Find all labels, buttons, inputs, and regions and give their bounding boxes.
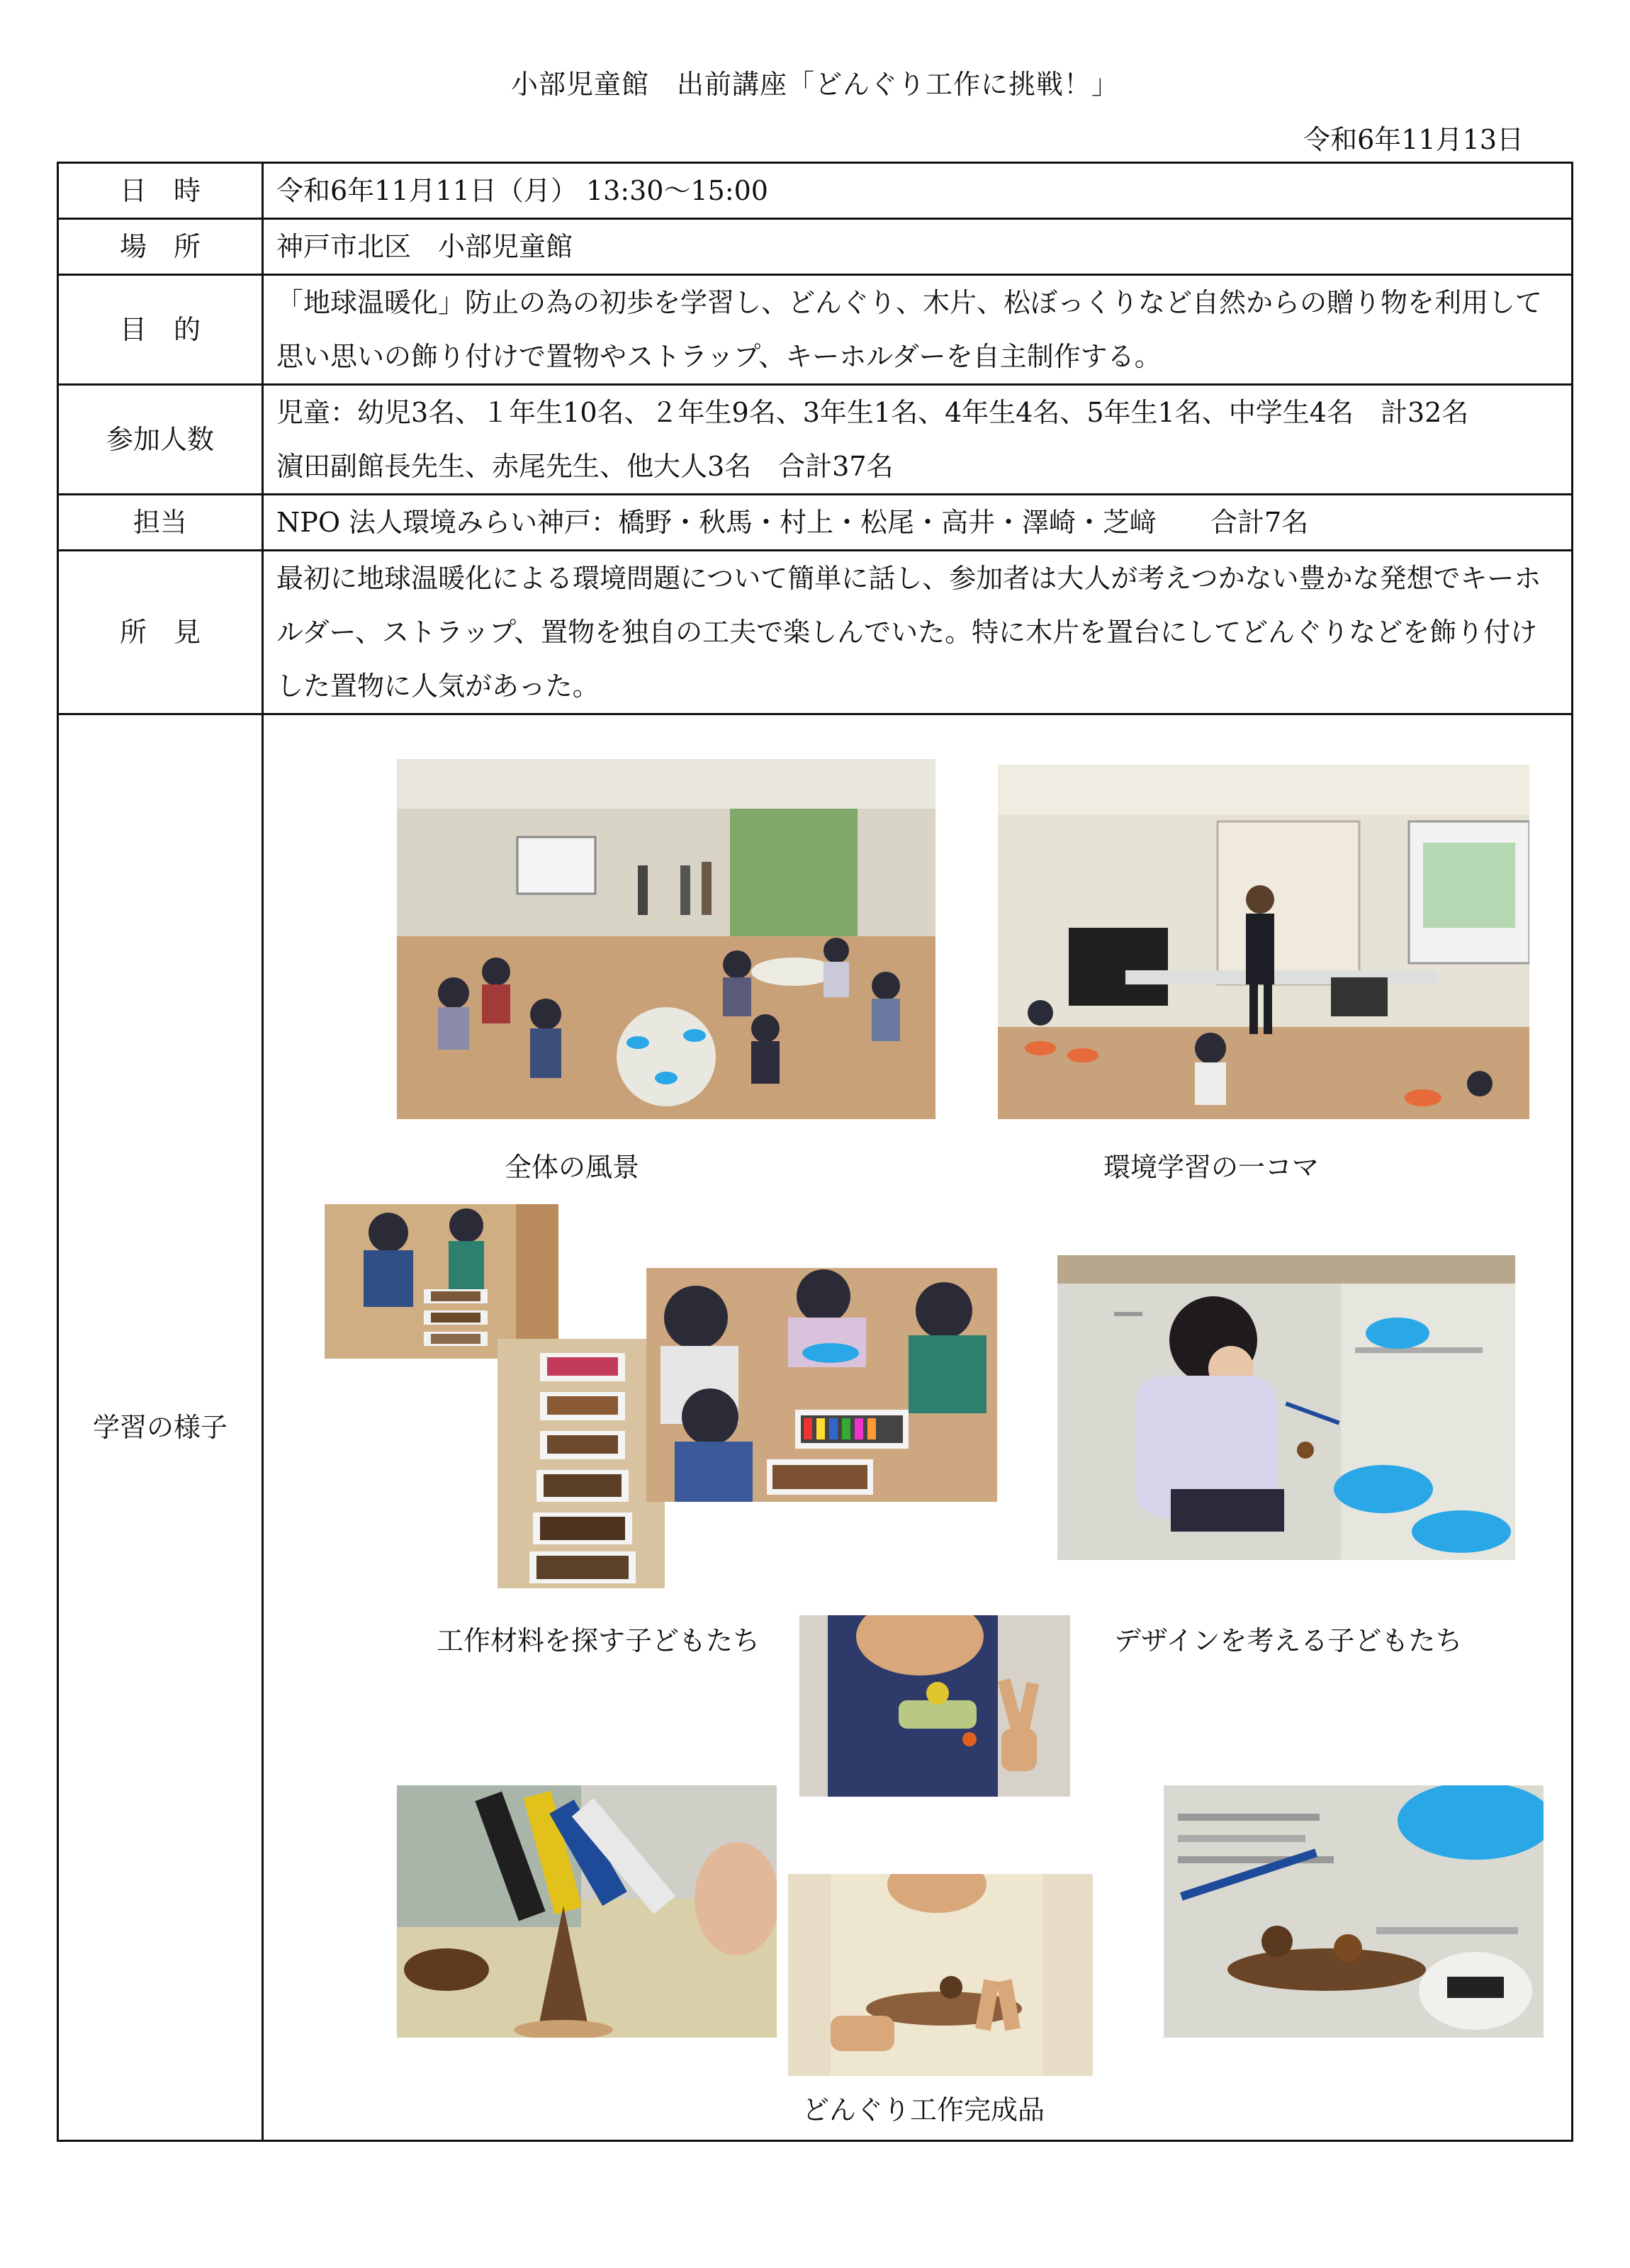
table-row xyxy=(58,163,1573,219)
value-datetime: 令和6年11月11日（月） 13:30〜15:00 xyxy=(263,163,1573,219)
value-staff: NPO 法人環境みらい神戸：橋野・秋馬・村上・松尾・高井・澤崎・芝﨑 合計7名 xyxy=(263,495,1573,551)
label-staff: 担当 xyxy=(58,495,263,551)
report-table xyxy=(57,162,1573,2142)
activity-photos-cell xyxy=(263,714,1573,2141)
document-title: 小部児童館 出前講座「どんぐり工作に挑戦！」 xyxy=(510,69,1119,100)
label-place: 場 所 xyxy=(58,219,263,275)
label-datetime: 日 時 xyxy=(58,163,263,219)
label-activity: 学習の様子 xyxy=(58,714,263,2141)
caption-overview: 全体の風景 xyxy=(505,1152,640,1183)
table-row xyxy=(58,219,1573,275)
photo-env-study xyxy=(998,765,1529,1119)
table-row xyxy=(58,551,1573,714)
photo-materials-1 xyxy=(325,1204,558,1359)
caption-design: デザインを考える子どもたち xyxy=(1114,1625,1463,1656)
document-date: 令和6年11月13日 xyxy=(1303,124,1524,155)
table-row xyxy=(58,385,1573,495)
value-participants xyxy=(263,385,1573,495)
table-row xyxy=(58,275,1573,385)
caption-completed: どんぐり工作完成品 xyxy=(802,2094,1045,2126)
participants-adults: 濵田副館長先生、赤尾先生、他大人3名 合計37名 xyxy=(276,451,894,482)
photo-pinecone-craft xyxy=(397,1785,777,2038)
caption-env-study: 環境学習の一コマ xyxy=(1103,1152,1320,1183)
photo-completed-display xyxy=(1164,1785,1544,2038)
photo-design xyxy=(1057,1255,1515,1560)
label-findings: 所 見 xyxy=(58,551,263,714)
table-row xyxy=(58,495,1573,551)
photo-materials-2 xyxy=(498,1339,665,1588)
caption-materials: 工作材料を探す子どもたち xyxy=(437,1625,760,1656)
value-place: 神戸市北区 小部児童館 xyxy=(263,219,1573,275)
photo-materials-3 xyxy=(646,1268,997,1502)
label-purpose: 目 的 xyxy=(58,275,263,385)
photo-area xyxy=(264,715,1571,2140)
value-purpose: 「地球温暖化」防止の為の初歩を学習し、どんぐり、木片、松ぼっくりなど自然からの贈り物を利用して思い思いの飾り付けで置物やストラップ、キーホルダーを自主制作する。 xyxy=(263,275,1573,385)
table-row xyxy=(58,714,1573,2141)
photo-child-peace xyxy=(799,1615,1070,1797)
photo-overall-scene xyxy=(397,759,935,1119)
value-findings: 最初に地球温暖化による環境問題について簡単に話し、参加者は大人が考えつかない豊かな発想でキーホルダー、ストラップ、置物を独自の工夫で楽しんでいた。特に木片を置台にしてどんぐりなどを飾り付けした置物に人気があった。 xyxy=(263,551,1573,714)
label-participants: 参加人数 xyxy=(58,385,263,495)
photo-completed-holding xyxy=(788,1874,1093,2076)
participants-children: 児童：幼児3名、１年生10名、２年生9名、3年生1名、4年生4名、5年生1名、中学生4名 計32名 xyxy=(276,397,1469,428)
